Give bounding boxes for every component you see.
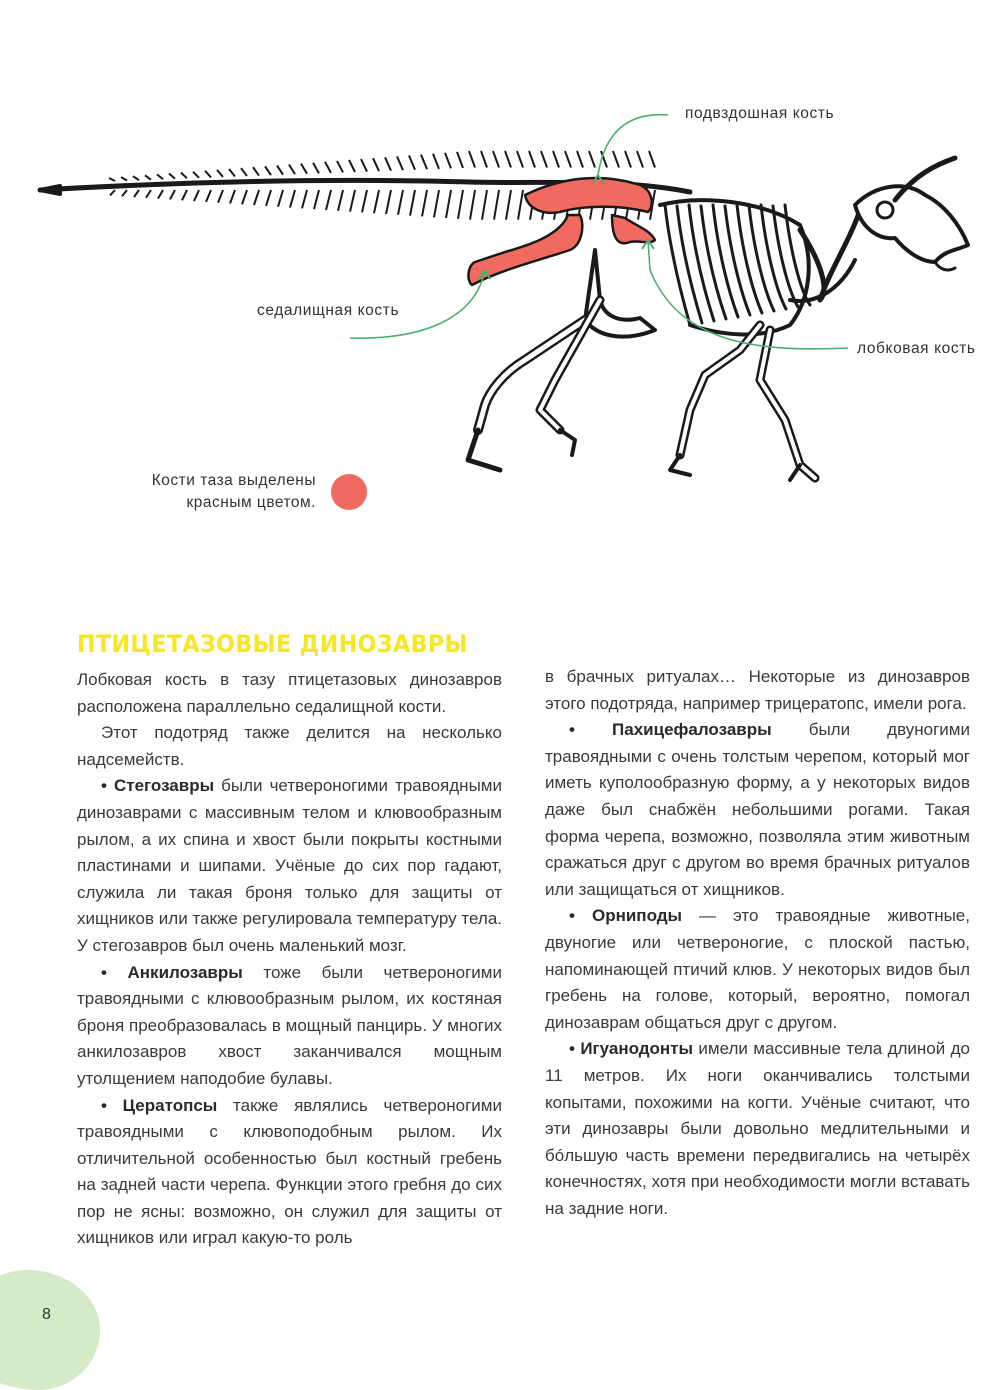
vertebra-spine [409, 156, 415, 216]
vertebra-spine [313, 163, 319, 209]
pelvis-bones [468, 178, 655, 285]
vertebra-spine [289, 165, 295, 208]
vertebra-spine [445, 153, 451, 218]
vertebra-spine [469, 151, 475, 220]
vertebra-spine [205, 171, 211, 202]
legend-red-dot [331, 474, 367, 510]
vertebra-spine [181, 173, 187, 201]
term-pachycephalosaurs: Пахицефалозавры [612, 720, 772, 740]
page-number-blob [0, 1270, 100, 1390]
vertebra-spine [349, 160, 355, 212]
vertebra-spine [433, 154, 439, 218]
ilium-label: подвздошная кость [685, 105, 835, 122]
vertebra-spine [361, 159, 367, 212]
vertebra-spine [253, 167, 259, 205]
vertebra-spine [217, 170, 223, 203]
bullet: • [569, 906, 575, 926]
paragraph-iguanodonts [545, 1036, 970, 1222]
vertebra-spine [325, 162, 331, 210]
vertebra-spine [241, 168, 247, 204]
vertebra-spine [385, 157, 391, 214]
vertebra-spine [505, 151, 511, 220]
vertebra-spine [373, 158, 379, 213]
term-ceratopsians: Цератопсы [122, 1095, 218, 1115]
skeleton-figure [0, 0, 1000, 560]
skeleton-body [40, 158, 968, 480]
paragraph-stegosaurs [77, 773, 502, 959]
bullet: • [569, 720, 575, 740]
vertebra-spine [337, 161, 343, 211]
vertebra-spine [481, 151, 487, 220]
legend-line-2: красным цветом. [186, 494, 316, 511]
term-ornithopods: Орниподы [591, 906, 683, 926]
legend-text [96, 470, 316, 514]
ischium-label: седалищная кость [257, 302, 400, 319]
bullet: • [101, 776, 107, 796]
bullet: • [569, 1039, 575, 1059]
paragraph-text: — это травоядные животные, двуногие или четвероногие, с плоской пастью, напоминающей птичий клюв. У некоторых видов был гребень на голове, который, вероятно, помогал динозаврам общаться друг с другом. [545, 906, 970, 1032]
term-stegosaurs: Стегозавры [114, 776, 215, 796]
paragraph-text: были двуногими травоядными с очень толстым черепом, который мог иметь куполообразную форму, а у некоторых видов даже был снабжён небольшими рогами. Такая форма черепа, возможно, позволяла этим животным сражаться друг с другом во время брачных ритуалов или защищаться от хищников. [545, 720, 970, 899]
vertebra-spine [265, 166, 271, 206]
paragraph-pachycephalosaurs [545, 717, 970, 903]
text-column-left [77, 667, 502, 1252]
paragraph-ornithopods [545, 903, 970, 1036]
term-ankylosaurs: Анкилозавры [127, 962, 243, 982]
paragraph-ankylosaurs [77, 960, 502, 1093]
paragraph: Этот подотряд также делится на несколько надсемейств. [77, 723, 502, 769]
paragraph-text: также являлись четвероногими травоядными с клювоподобным рылом. Их отличительной особенностью был костный гребень на задней части черепа. Функции этого гребня до сих пор не ясны: возможно, он служил для защиты от хищников или играл какую-то роль [77, 1095, 502, 1248]
vertebra-spine [169, 174, 175, 200]
text-column-right [545, 664, 970, 1222]
legend-line-1: Кости таза выделены [151, 472, 316, 489]
vertebra-spine [193, 172, 199, 201]
vertebra-spine [301, 164, 307, 209]
vertebra-spine [277, 165, 283, 206]
bullet: • [101, 1095, 107, 1115]
vertebra-spine [421, 155, 427, 217]
section-title: ПТИЦЕТАЗОВЫЕ ДИНОЗАВРЫ [77, 630, 468, 658]
paragraph-ceratopsians [77, 1093, 502, 1253]
paragraph-text: имели массивные тела длиной до 11 метров. Их ноги оканчивались толстыми копытами, похожими на когти. Учёные считают, что эти динозавры были довольно медлительными и бóльшую часть времени передвигались на четырёх конечностях, хотя при необходимости могли вставать на задние ноги. [545, 1039, 970, 1218]
term-iguanodonts: Игуанодонты [580, 1039, 694, 1059]
pubis-label: лобковая кость [857, 340, 976, 357]
bullet: • [101, 962, 107, 982]
paragraph-text: тоже были четвероногими травоядными с клювообразным рылом, их костяная броня преобразовалась в мощный панцирь. У многих анкилозавров хвост заканчивался мощным утолщением наподобие булавы. [77, 962, 502, 1088]
vertebra-spine [229, 169, 235, 204]
vertebra-spine [397, 156, 403, 214]
vertebra-spine [517, 151, 523, 220]
paragraph: в брачных ритуалах… Некоторые из динозавров этого подотряда, например трицератопс, имели рога. [545, 667, 970, 713]
vertebra-spine [493, 151, 499, 220]
vertebra-spine [457, 152, 463, 219]
paragraph-text: были четвероногими травоядными динозаврами с массивным телом и клювообразным рылом, а их спина и хвост были покрыты костными пластинами и шипами. Учёные до сих пор гадают, служила ли такая броня только для защиты от хищников или также регулировала температуру тела. У стегозавров был очень маленький мозг. [77, 776, 502, 955]
page-number: 8 [42, 1306, 51, 1323]
paragraph: Лобковая кость в тазу птицетазовых динозавров расположена параллельно седалищной кости. [77, 670, 502, 716]
